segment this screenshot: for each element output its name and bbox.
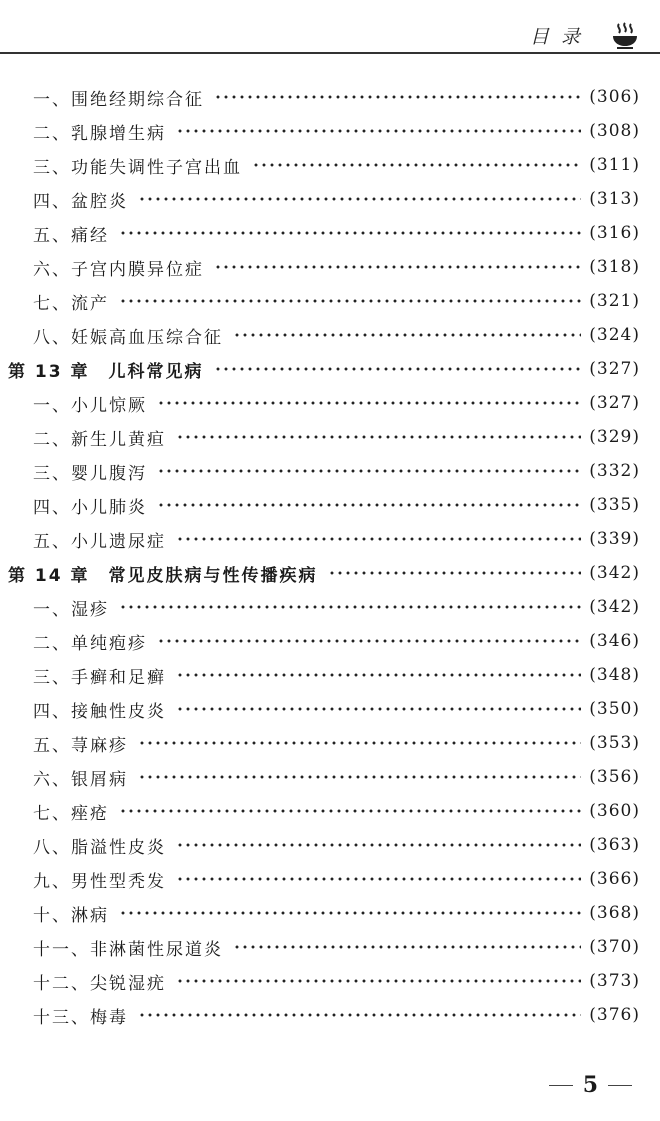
table-of-contents bbox=[0, 80, 660, 1032]
dot-leader bbox=[138, 741, 581, 745]
header-title: 目录 bbox=[529, 25, 592, 48]
dot-leader bbox=[157, 639, 581, 643]
toc-entry-row[interactable] bbox=[0, 998, 660, 1032]
toc-entry-title: 九、男性型秃发 bbox=[33, 871, 166, 892]
dot-leader bbox=[176, 673, 581, 677]
toc-entry-title: 十二、尖锐湿疣 bbox=[33, 973, 166, 994]
toc-entry-row[interactable] bbox=[0, 590, 660, 624]
steam-cup-icon bbox=[610, 20, 640, 50]
toc-entry-title: 二、乳腺增生病 bbox=[33, 123, 166, 144]
toc-page-number: (329) bbox=[589, 427, 640, 447]
dot-leader bbox=[157, 469, 581, 473]
toc-page-number: (376) bbox=[589, 1005, 640, 1025]
toc-entry-title: 七、痤疮 bbox=[33, 803, 109, 824]
dot-leader bbox=[214, 265, 581, 269]
toc-entry-title: 六、银屑病 bbox=[33, 769, 128, 790]
toc-page-number: (342) bbox=[589, 563, 640, 583]
toc-page-number: (346) bbox=[589, 631, 640, 651]
toc-entry-row[interactable] bbox=[0, 760, 660, 794]
dot-leader bbox=[176, 707, 581, 711]
toc-page-number: (316) bbox=[589, 223, 640, 243]
dot-leader bbox=[119, 299, 581, 303]
toc-entry-row[interactable] bbox=[0, 386, 660, 420]
toc-chapter-row[interactable] bbox=[0, 352, 660, 386]
toc-entry-title: 七、流产 bbox=[33, 293, 109, 314]
toc-entry-row[interactable] bbox=[0, 896, 660, 930]
toc-page-number: (321) bbox=[589, 291, 640, 311]
toc-entry-title: 一、湿疹 bbox=[33, 599, 109, 620]
page-number: 5 bbox=[582, 1072, 598, 1098]
toc-entry-row[interactable] bbox=[0, 862, 660, 896]
dot-leader bbox=[328, 571, 582, 575]
page-footer bbox=[549, 1070, 632, 1100]
toc-page-number: (324) bbox=[589, 325, 640, 345]
toc-entry-row[interactable] bbox=[0, 148, 660, 182]
footer-dash-left bbox=[549, 1085, 573, 1086]
toc-page-number: (373) bbox=[589, 971, 640, 991]
toc-entry-title: 八、脂溢性皮炎 bbox=[33, 837, 166, 858]
toc-entry-row[interactable] bbox=[0, 114, 660, 148]
dot-leader bbox=[157, 503, 581, 507]
toc-entry-row[interactable] bbox=[0, 964, 660, 998]
toc-entry-row[interactable] bbox=[0, 930, 660, 964]
toc-page-number: (348) bbox=[589, 665, 640, 685]
page-header bbox=[530, 18, 640, 52]
dot-leader bbox=[252, 163, 581, 167]
dot-leader bbox=[119, 605, 581, 609]
dot-leader bbox=[119, 911, 581, 915]
toc-entry-row[interactable] bbox=[0, 658, 660, 692]
toc-entry-title: 四、盆腔炎 bbox=[33, 191, 128, 212]
toc-entry-title: 五、小儿遗尿症 bbox=[33, 531, 166, 552]
dot-leader bbox=[233, 333, 581, 337]
dot-leader bbox=[176, 877, 581, 881]
toc-entry-title: 五、荨麻疹 bbox=[33, 735, 128, 756]
toc-page-number: (370) bbox=[589, 937, 640, 957]
dot-leader bbox=[176, 979, 581, 983]
toc-entry-row[interactable] bbox=[0, 318, 660, 352]
dot-leader bbox=[176, 435, 581, 439]
toc-entry-row[interactable] bbox=[0, 828, 660, 862]
toc-entry-row[interactable] bbox=[0, 216, 660, 250]
toc-entry-title: 三、手癣和足癣 bbox=[33, 667, 166, 688]
dot-leader bbox=[138, 197, 581, 201]
toc-entry-title: 二、单纯疱疹 bbox=[33, 633, 147, 654]
dot-leader bbox=[214, 95, 581, 99]
toc-entry-title: 十三、梅毒 bbox=[33, 1007, 128, 1028]
toc-entry-row[interactable] bbox=[0, 420, 660, 454]
toc-entry-title: 五、痛经 bbox=[33, 225, 109, 246]
footer-dash-right bbox=[608, 1085, 632, 1086]
toc-page-number: (353) bbox=[589, 733, 640, 753]
header-rule bbox=[0, 52, 660, 54]
dot-leader bbox=[176, 129, 581, 133]
toc-entry-row[interactable] bbox=[0, 80, 660, 114]
toc-entry-row[interactable] bbox=[0, 794, 660, 828]
toc-page-number: (356) bbox=[589, 767, 640, 787]
toc-entry-title: 三、婴儿腹泻 bbox=[33, 463, 147, 484]
toc-entry-title: 三、功能失调性子宫出血 bbox=[33, 157, 242, 178]
dot-leader bbox=[119, 231, 581, 235]
toc-entry-title: 八、妊娠高血压综合征 bbox=[33, 327, 223, 348]
toc-page-number: (363) bbox=[589, 835, 640, 855]
toc-entry-row[interactable] bbox=[0, 692, 660, 726]
toc-entry-row[interactable] bbox=[0, 624, 660, 658]
toc-page-number: (306) bbox=[589, 87, 640, 107]
toc-entry-title: 四、接触性皮炎 bbox=[33, 701, 166, 722]
toc-entry-title: 第 13 章 儿科常见病 bbox=[8, 361, 204, 382]
dot-leader bbox=[176, 843, 581, 847]
toc-entry-title: 二、新生儿黄疸 bbox=[33, 429, 166, 450]
dot-leader bbox=[157, 401, 581, 405]
toc-entry-row[interactable] bbox=[0, 522, 660, 556]
toc-page-number: (368) bbox=[589, 903, 640, 923]
toc-entry-title: 一、小儿惊厥 bbox=[33, 395, 147, 416]
dot-leader bbox=[138, 775, 581, 779]
toc-page-number: (339) bbox=[589, 529, 640, 549]
dot-leader bbox=[176, 537, 581, 541]
toc-entry-row[interactable] bbox=[0, 250, 660, 284]
toc-page-number: (350) bbox=[589, 699, 640, 719]
toc-entry-title: 四、小儿肺炎 bbox=[33, 497, 147, 518]
toc-page-number: (318) bbox=[589, 257, 640, 277]
dot-leader bbox=[138, 1013, 581, 1017]
toc-entry-title: 十、淋病 bbox=[33, 905, 109, 926]
toc-page-number: (332) bbox=[589, 461, 640, 481]
toc-entry-title: 一、围绝经期综合征 bbox=[33, 89, 204, 110]
toc-entry-row[interactable] bbox=[0, 182, 660, 216]
toc-entry-row[interactable] bbox=[0, 284, 660, 318]
toc-page-number: (342) bbox=[589, 597, 640, 617]
dot-leader bbox=[119, 809, 581, 813]
toc-chapter-row[interactable] bbox=[0, 556, 660, 590]
toc-entry-title: 六、子宫内膜异位症 bbox=[33, 259, 204, 280]
toc-page-number: (366) bbox=[589, 869, 640, 889]
toc-entry-row[interactable] bbox=[0, 454, 660, 488]
toc-page-number: (311) bbox=[589, 155, 640, 175]
toc-page-number: (313) bbox=[589, 189, 640, 209]
toc-entry-row[interactable] bbox=[0, 726, 660, 760]
toc-page-number: (327) bbox=[589, 393, 640, 413]
toc-entry-row[interactable] bbox=[0, 488, 660, 522]
toc-entry-title: 十一、非淋菌性尿道炎 bbox=[33, 939, 223, 960]
toc-page-number: (308) bbox=[589, 121, 640, 141]
dot-leader bbox=[233, 945, 581, 949]
toc-entry-title: 第 14 章 常见皮肤病与性传播疾病 bbox=[8, 565, 318, 586]
toc-page-number: (335) bbox=[589, 495, 640, 515]
dot-leader bbox=[214, 367, 582, 371]
toc-page-number: (360) bbox=[589, 801, 640, 821]
toc-page-number: (327) bbox=[589, 359, 640, 379]
